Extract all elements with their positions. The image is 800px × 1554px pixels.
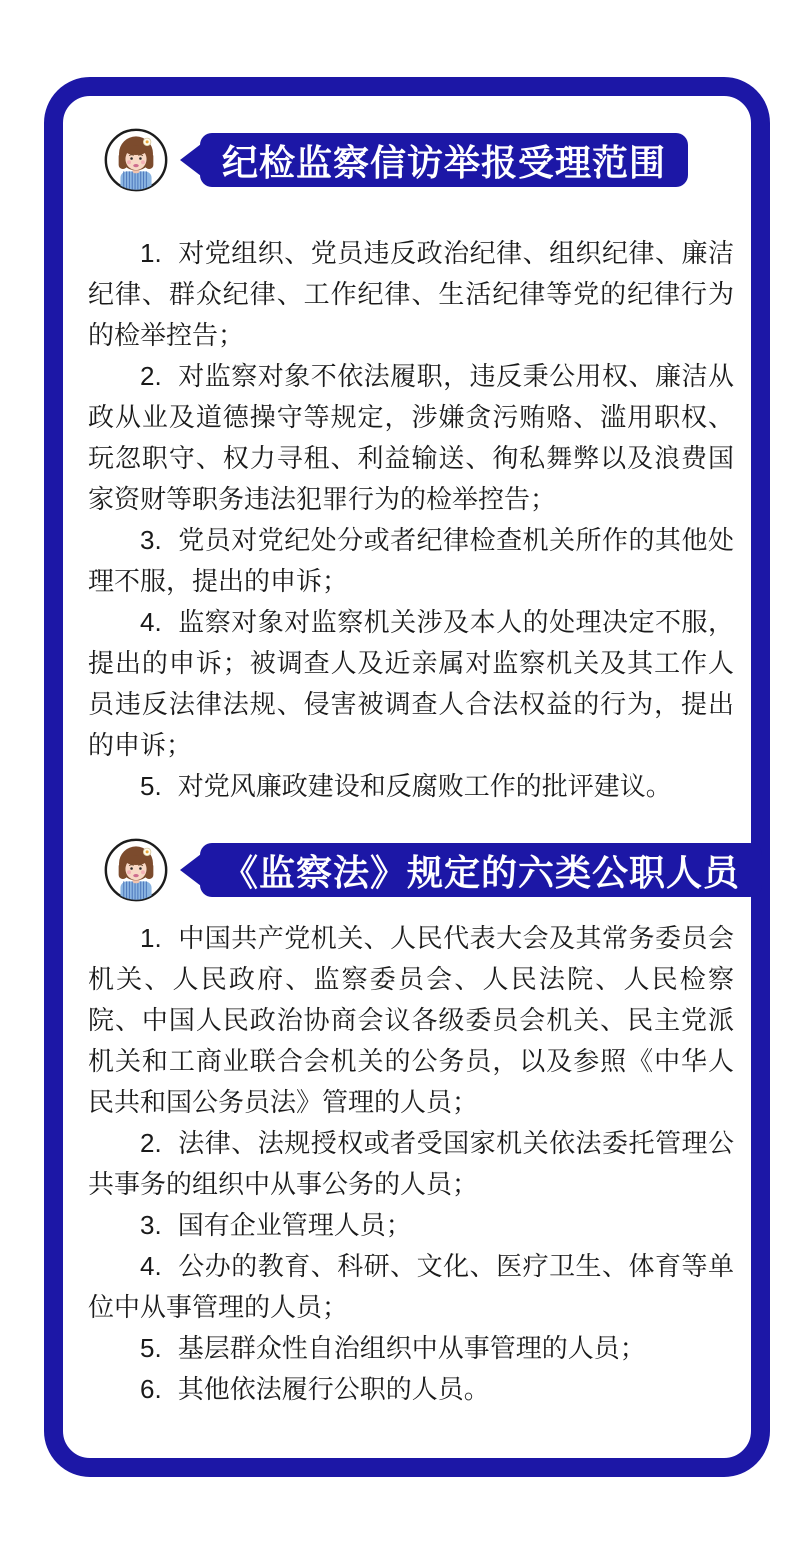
item-number: 4. <box>140 1251 162 1281</box>
woman-avatar-icon <box>103 837 169 903</box>
list-item <box>88 1123 734 1205</box>
section1-title-banner <box>200 133 688 187</box>
item-number: 5. <box>140 771 162 801</box>
section2-header <box>103 837 741 903</box>
content-card <box>44 77 770 1477</box>
item-number: 2. <box>140 361 162 391</box>
item-text: 对监察对象不依法履职，违反秉公用权、廉洁从政从业及道德操守等规定，涉嫌贪污贿赂、滥用职权、玩忽职守、权力寻租、利益输送、徇私舞弊以及浪费国家资财等职务违法犯罪行为的检举控告； <box>88 361 734 514</box>
item-text: 对党风廉政建设和反腐败工作的批评建议。 <box>177 771 672 801</box>
section1-body <box>88 233 734 807</box>
item-number: 3. <box>140 525 162 555</box>
item-number: 1. <box>140 238 162 268</box>
banner-arrow-icon <box>180 144 201 176</box>
item-text: 法律、法规授权或者受国家机关依法委托管理公共事务的组织中从事公务的人员； <box>88 1128 734 1199</box>
section2-body <box>88 918 734 1410</box>
list-item <box>88 520 734 602</box>
list-item <box>88 1369 734 1410</box>
item-number: 2. <box>140 1128 162 1158</box>
woman-avatar-icon <box>103 127 169 193</box>
item-text: 基层群众性自治组织中从事管理的人员； <box>177 1333 646 1363</box>
list-item <box>88 1205 734 1246</box>
list-item <box>88 1328 734 1369</box>
item-text: 对党组织、党员违反政治纪律、组织纪律、廉洁纪律、群众纪律、工作纪律、生活纪律等党的纪律行为的检举控告； <box>88 238 734 350</box>
section-public-officials <box>88 837 741 1410</box>
section1-header <box>103 127 734 193</box>
section2-title: 《监察法》规定的六类公职人员 <box>222 851 741 893</box>
item-number: 5. <box>140 1333 162 1363</box>
item-number: 1. <box>140 923 162 953</box>
section2-title-banner <box>200 843 762 897</box>
item-text: 中国共产党机关、人民代表大会及其常务委员会机关、人民政府、监察委员会、人民法院、人民检察院、中国人民政治协商会议各级委员会机关、民主党派机关和工商业联合会机关的公务员，以及参照《中华人民共和国公务员法》管理的人员； <box>88 923 734 1117</box>
list-item <box>88 602 734 766</box>
list-item <box>88 918 734 1123</box>
item-number: 4. <box>140 607 162 637</box>
section-divider-gap <box>88 807 734 837</box>
list-item <box>88 233 734 356</box>
list-item <box>88 766 734 807</box>
banner-arrow-icon <box>180 854 201 886</box>
list-item <box>88 356 734 520</box>
item-text: 其他依法履行公职的人员。 <box>177 1374 490 1404</box>
item-text: 公办的教育、科研、文化、医疗卫生、体育等单位中从事管理的人员； <box>88 1251 734 1322</box>
item-number: 6. <box>140 1374 162 1404</box>
item-text: 监察对象对监察机关涉及本人的处理决定不服，提出的申诉；被调查人及近亲属对监察机关及其工作人员违反法律法规、侵害被调查人合法权益的行为，提出的申诉； <box>88 607 734 760</box>
item-number: 3. <box>140 1210 162 1240</box>
list-item <box>88 1246 734 1328</box>
section1-title: 纪检监察信访举报受理范围 <box>222 141 667 183</box>
item-text: 国有企业管理人员； <box>177 1210 412 1240</box>
section-report-scope <box>88 127 734 807</box>
item-text: 党员对党纪处分或者纪律检查机关所作的其他处理不服，提出的申诉； <box>88 525 734 596</box>
